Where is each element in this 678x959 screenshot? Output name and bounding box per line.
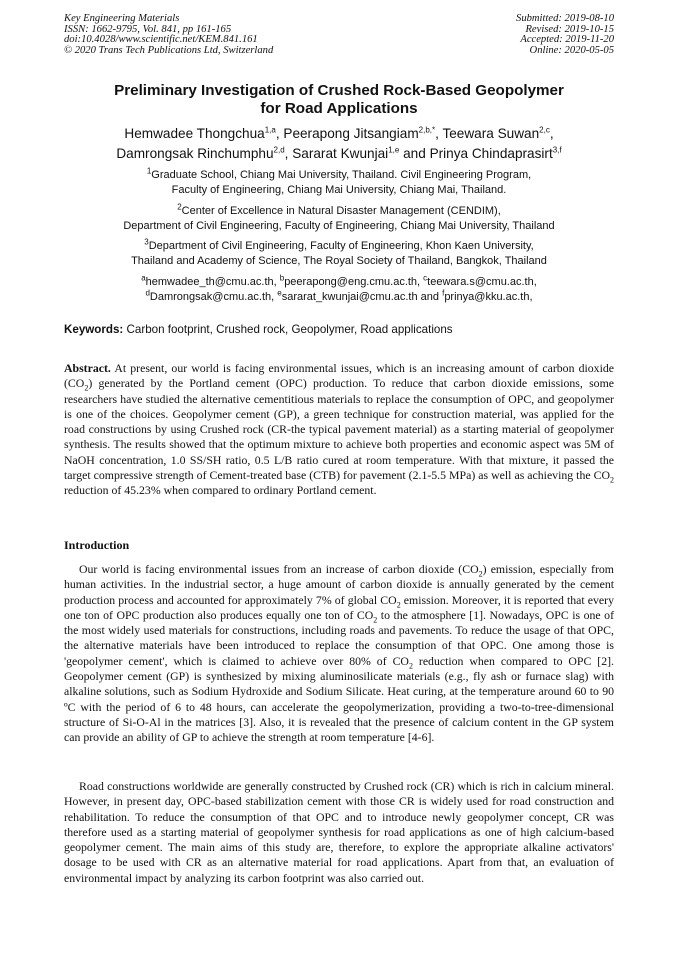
intro-text: emission. Moreover, it is reported that every one ton of OPC production also produces equally one ton of CO [64, 592, 614, 622]
author-and: and [403, 145, 426, 161]
issn: ISSN: 1662-9795, Vol. 841, pp 161-165 [64, 23, 232, 35]
keywords-text: Carbon footprint, Crushed rock, Geopolymer, Road applications [126, 323, 453, 336]
intro-paragraph-1 [64, 562, 614, 746]
email-link[interactable]: Damrongsak@cmu.ac.th, [149, 291, 275, 303]
submitted-date: Submitted: 2019-08-10 [516, 13, 614, 24]
paper-title [64, 82, 614, 118]
email-list [64, 275, 614, 305]
subscript: 2 [84, 383, 89, 393]
author-name: Sararat Kwunjai [292, 145, 389, 161]
title-line-1: Preliminary Investigation of Crushed Rock-Based Geopolymer [114, 82, 564, 99]
affiliation-text: Department of Civil Engineering, Faculty of Engineering, Khon Kaen University, [148, 240, 534, 252]
subscript: 2 [610, 475, 614, 485]
author-sup: 2,d [273, 144, 285, 154]
author-sup: 2,c [539, 125, 550, 135]
doi: doi:10.4028/www.scientific.net/KEM.841.161 [64, 34, 258, 46]
subscript: 2 [396, 599, 401, 609]
accepted-date: Accepted: 2019-11-20 [520, 34, 614, 46]
intro-paragraph-2: Road constructions worldwide are generally constructed by Crushed rock (CR) which is rich in calcium mineral. However, in present day, OPC-based stabilization cement with those CR is widely used for road construction and rehabilitation. To reduce the consumption of that OPC and to introduce newly geopolymer concept, CR was therefore used as a starting material of geopolymer synthesis for road applications as one of high calcium-based geopolymer cement. The main aims of this study are, therefore, to explore the appropriate alkaline activators' dosage to be used with CR as an alternative material for road applications. Apart from that, an evaluation of environmental impact by analyzing its carbon footprint was also carried out. [64, 779, 614, 885]
keywords-label: Keywords: [64, 323, 124, 336]
author-name: Hemwadee Thongchua [124, 126, 265, 141]
author-sup: 1,a [264, 125, 276, 135]
email-sup: a [141, 273, 146, 283]
abstract-label: Abstract. [64, 361, 111, 375]
author-name: Damrongsak Rinchumphu [116, 145, 274, 161]
intro-text: Our world is facing environmental issues from an increase of carbon dioxide (CO [79, 562, 479, 576]
author-sup: 2,b,* [418, 125, 436, 135]
affiliation-text: Center of Excellence in Natural Disaster Management (CENDIM), [181, 205, 501, 217]
email-link[interactable]: prinya@kku.ac.th, [444, 291, 533, 303]
affiliation-number: 3 [144, 237, 149, 247]
title-line-2: for Road Applications [260, 100, 418, 117]
journal-name: Key Engineering Materials [64, 13, 180, 24]
abstract-text: At present, our world is facing environmental issues, which is an increasing amount of carbon dioxide (CO [64, 361, 614, 391]
affiliation-3 [64, 239, 614, 269]
affiliation-text: Faculty of Engineering, Chiang Mai University, Chiang Mai, Thailand. [171, 184, 507, 196]
intro-text: reduction when compared to OPC [2]. Geopolymer cement (GP) is synthesized by mixing aluminosilicate materials (e.g., fly ash or furnace slag) with alkaline solutions, such as Sodium Hydroxide and Sodium Silicate. Heat curing, at the temperature around 60 to 90 ºC with the period of 6 to 48 hours, can accelerate the geopolymerization, providing a two-to-tree-dimensional structure of Si-O-Al in the matrices [3]. Also, it is revealed that the presence of calcium content in the GP system can provide an ability of GP to achieve the strength at room temperature [4-6]. [64, 653, 614, 745]
affiliation-number: 1 [146, 166, 152, 176]
affiliation-text: Graduate School, Chiang Mai University, Thailand. Civil Engineering Program, [151, 169, 532, 181]
intro-text: ) emission, especially from human activities. In the industrial sector, a huge amount of carbon dioxide is annually generated by the cement production process and accounted for approximately 7% of global CO [64, 562, 614, 607]
author-list: Hemwadee Thongchua$^{1,a}$, Peerapong Jitsangiam$^{2,b,*}$, Teewara Suwan$^{2,c}$, Damrongsak Rinchumphu$^{2,d}$, Sararat Kwunjai$^{1,e}$ and Prinya Chindaprasirt$^{3,f}$ [116, 125, 562, 161]
author-sup: 3,f [552, 144, 562, 154]
email-sup: c [423, 273, 428, 283]
email-sup: e [277, 288, 282, 298]
email-link[interactable]: teewara.s@cmu.ac.th, [427, 276, 537, 288]
author-name: Peerapong Jitsangiam [283, 126, 419, 141]
intro-text: to the atmosphere [1]. Nowadays, OPC is one of the most widely used materials for constructions, including roads and pavements. To reduce the usage of that OPC, the alternative materials have been introduced to replace the consumption of that OPC. One among those is 'geopolymer cement', which is claimed to achieve over 80% of CO [64, 607, 614, 668]
subscript: 2 [408, 661, 413, 671]
keywords [64, 322, 614, 338]
subscript: 2 [373, 615, 378, 625]
author-sup: 1,e [388, 144, 400, 154]
email-sup: f [442, 288, 445, 298]
email-link[interactable]: hemwadee_th@cmu.ac.th, [145, 276, 277, 288]
email-link[interactable]: sararat_kwunjai@cmu.ac.th and [281, 291, 440, 303]
online-date: Online: 2020-05-05 [529, 44, 614, 56]
author-name: Prinya Chindaprasirt [429, 145, 553, 161]
subscript: 2 [478, 569, 483, 579]
email-sup: d [145, 288, 150, 298]
abstract-text: reduction of 45.23% when compared to ordinary Portland cement. [64, 483, 377, 498]
abstract-text: ) generated by the Portland cement (OPC) production. To reduce that carbon dioxide emissions, some researchers have studied the alternative cementitious materials to replace the consumption of OPC, and geopolymer is one of the choices. Geopolymer cement (GP), a green technique for construction material, was applied for the road constructions by using Crushed rock (CR-the typical pavement material) as a starting material of geopolymer synthesis. The results showed that the optimum mixture to achieve both properties and economic aspect was 5M of NaOH concentration, 1.0 SS/SH ratio, 0.5 L/B ratio cured at room temperature. With that mixture, it passed the target compressive strength of Cement-treated base (CTB) for pavement (2.1-5.5 MPa) as well as achieving the CO [64, 376, 614, 483]
affiliation-2 [64, 204, 614, 234]
revised-date: Revised: 2019-10-15 [525, 23, 614, 35]
dates-info [516, 14, 614, 56]
abstract [64, 361, 614, 499]
copyright: © 2020 Trans Tech Publications Ltd, Switzerland [64, 44, 274, 56]
journal-info [64, 14, 273, 56]
affiliation-text: Department of Civil Engineering, Faculty of Engineering, Chiang Mai University, Thailand [123, 220, 555, 232]
affiliation-text: Thailand and Academy of Science, The Royal Society of Thailand, Bangkok, Thailand [131, 255, 547, 267]
affiliation-number: 2 [177, 202, 182, 212]
email-sup: b [279, 273, 285, 283]
author-name: Teewara Suwan [442, 126, 540, 141]
section-heading-introduction: Introduction [64, 538, 130, 552]
affiliation-1 [64, 168, 614, 198]
email-link[interactable]: peerapong@eng.cmu.ac.th, [284, 276, 421, 288]
